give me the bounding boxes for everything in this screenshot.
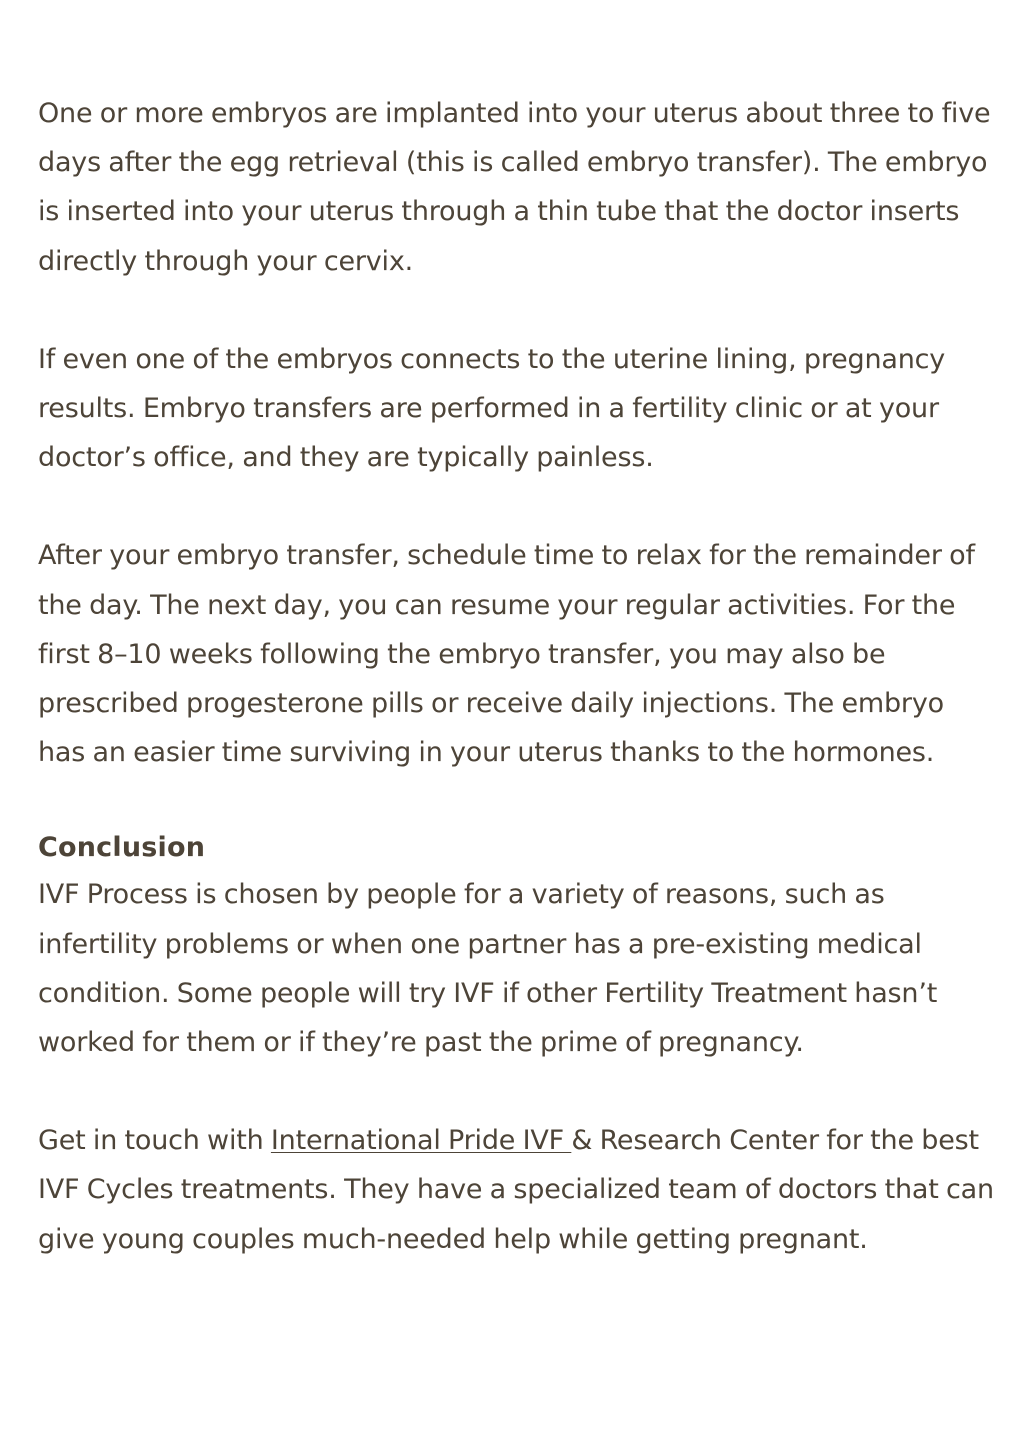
paragraph-conclusion: IVF Process is chosen by people for a variety of reasons, such as infertility problems or when one partner has a pre-existing medical condition. Some people will try IVF if other Fertility Treatment hasn’t worked for them or if they’re past the prime of pregnancy.: [38, 879, 938, 1059]
article-body: [38, 89, 998, 1264]
paragraph-spacer: [38, 1067, 998, 1116]
paragraph-spacer: [38, 777, 998, 826]
international-pride-ivf-link[interactable]: International Pride IVF: [270, 1125, 572, 1157]
paragraph-pregnancy-results: If even one of the embryos connects to the uterine lining, pregnancy results. Embryo transfers are performed in a fertility clinic or at your doctor’s office, and they are typically painless.: [38, 343, 946, 474]
paragraph-embryo-transfer: One or more embryos are implanted into your uterus about three to five days after the egg retrieval (this is called embryo transfer). The embryo is inserted into your uterus through a thin tube that the doctor inserts directly through your cervix.: [38, 98, 991, 277]
contact-text-before: Get in touch with: [38, 1125, 271, 1157]
conclusion-heading: Conclusion: [38, 832, 206, 864]
contact-text-after: & Research Center for the best IVF Cycles treatments. They have a specialized team of doctors that can give young couples much-needed help while getting pregnant.: [38, 1125, 994, 1255]
paragraph-spacer: [38, 482, 998, 531]
paragraph-spacer: [38, 286, 998, 335]
paragraph-after-transfer: After your embryo transfer, schedule time to relax for the remainder of the day. The next day, you can resume your regular activities. For the first 8–10 weeks following the embryo transfer, you may also be prescribed progesterone pills or receive daily injections. The embryo has an easier time surviving in your uterus thanks to the hormones.: [38, 540, 975, 769]
paragraph-contact: [38, 1116, 998, 1264]
